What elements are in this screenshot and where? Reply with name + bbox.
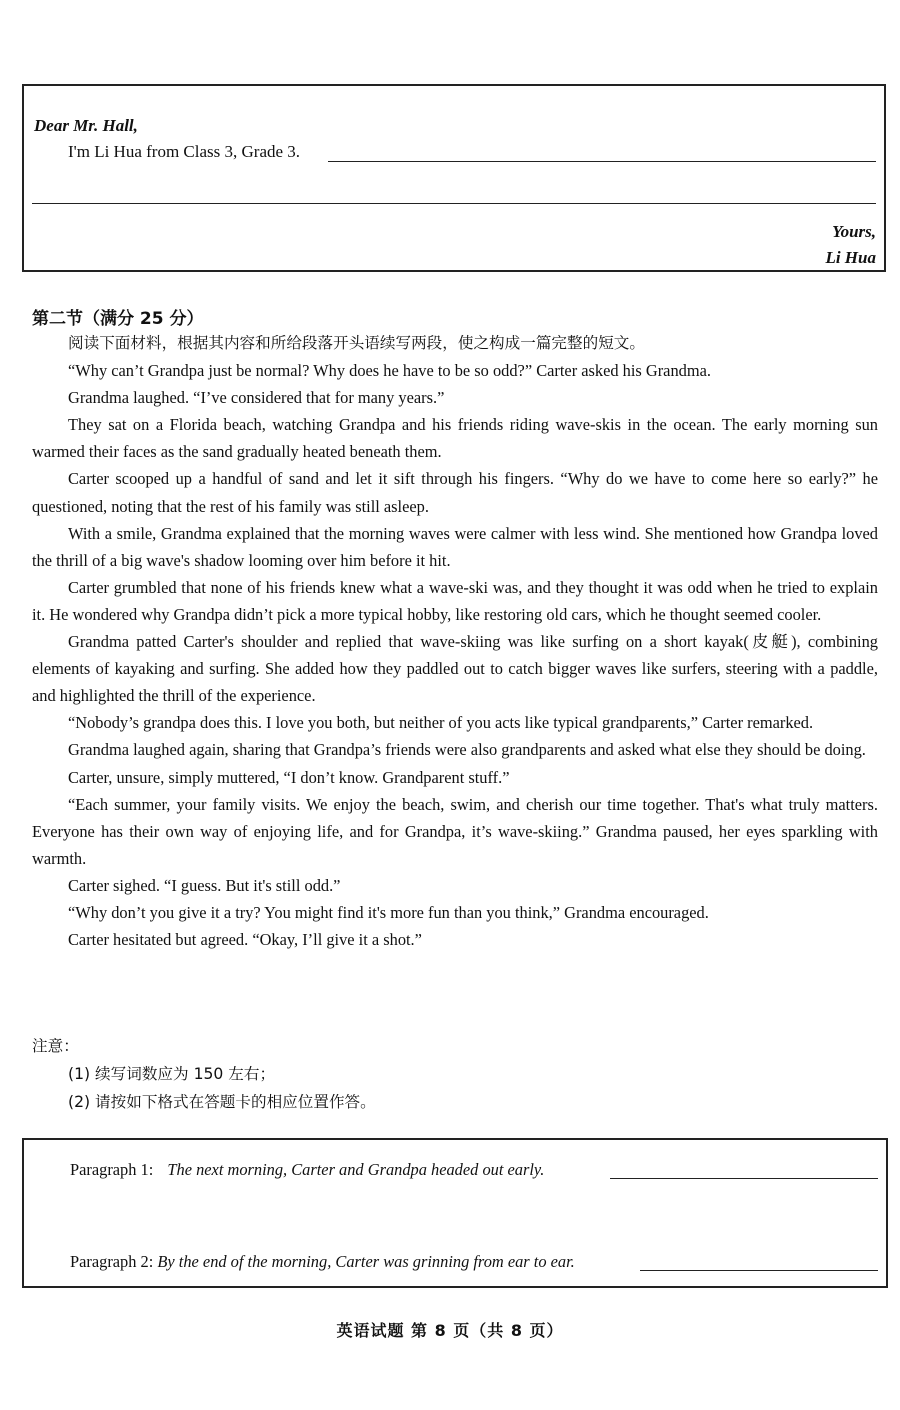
paragraph-2-prompt (70, 1252, 575, 1272)
letter-signature: Li Hua (825, 248, 876, 267)
letter-first-line: I'm Li Hua from Class 3, Grade 3. (68, 142, 301, 161)
passage-paragraph: Grandma patted Carter's shoulder and replied that wave-skiing was like surfing on a short kayak(皮艇), combining elements of kayaking and surfing. She added how they paddled out to catch bigger waves like surfers, steering with a paddle, and highlighted the thrill of the experience. (32, 632, 878, 706)
paragraph-1-blank[interactable] (610, 1178, 878, 1179)
passage-paragraph: Carter grumbled that none of his friends knew what a wave-ski was, and they thought it was odd when he tried to explain it. He wondered why Grandpa didn’t pick a more typical hobby, like restoring old cars, which he thought seemed cooler. (32, 577, 878, 624)
section-instruction: 阅读下面材料，根据其内容和所给段落开头语续写两段，使之构成一篇完整的短文。 (68, 334, 645, 352)
passage-paragraph: Grandma laughed. “I’ve considered that for many years.” (68, 388, 445, 408)
passage-paragraph: With a smile, Grandma explained that the morning waves were calmer with less wind. She mentioned how Grandpa loved the thrill of a big wave's shadow looming over him before it hit. (32, 523, 878, 570)
writing-line[interactable] (32, 203, 876, 204)
answer-format-box (22, 1138, 888, 1288)
passage-paragraph: “Each summer, your family visits. We enjoy the beach, swim, and cherish our time together. That's what truly matters. Everyone has their own way of enjoying life, and for Grandpa, it’s wave-skiing.” Grandma paused, her eyes sparkling with warmth. (32, 794, 878, 868)
letter-greeting: Dear Mr. Hall, (34, 116, 138, 135)
paragraph-1-text: The next morning, Carter and Grandpa headed out early. (167, 1160, 545, 1179)
passage-paragraph: Carter, unsure, simply muttered, “I don’t know. Grandparent stuff.” (68, 767, 510, 787)
passage-paragraph: “Nobody’s grandpa does this. I love you both, but neither of you acts like typical grandparents,” Carter remarked. (68, 713, 814, 733)
note-item: (1) 续写词数应为 150 左右； (68, 1065, 276, 1083)
notes-title: 注意： (32, 1037, 79, 1055)
letter-closing: Yours, (832, 222, 876, 241)
passage-paragraph: “Why don’t you give it a try? You might find it's more fun than you think,” Grandma encouraged. (68, 902, 709, 922)
page-footer: 英语试题 第 8 页（共 8 页） (336, 1321, 564, 1340)
paragraph-1-label: Paragraph 1: (70, 1160, 154, 1179)
passage-paragraph: Grandma laughed again, sharing that Grandpa’s friends were also grandparents and asked what else they should be doing. (68, 740, 866, 760)
writing-line[interactable] (328, 161, 876, 162)
paragraph-2-blank[interactable] (640, 1270, 878, 1271)
section-title: 第二节（满分 25 分） (32, 309, 204, 329)
passage-paragraph: “Why can’t Grandpa just be normal? Why does he have to be so odd?” Carter asked his Grandma. (68, 361, 711, 381)
passage-paragraph: They sat on a Florida beach, watching Grandpa and his friends riding wave-skis in the ocean. The early morning sun warmed their faces as the sand gradually heated beneath them. (32, 415, 878, 462)
passage-paragraph: Carter scooped up a handful of sand and let it sift through his fingers. “Why do we have to come here so early?” he questioned, noting that the rest of his family was still asleep. (32, 469, 878, 516)
paragraph-1-prompt (70, 1160, 544, 1180)
paragraph-2-text: By the end of the morning, Carter was grinning from ear to ear. (157, 1252, 575, 1271)
passage-paragraph: Carter hesitated but agreed. “Okay, I’ll give it a shot.” (68, 930, 422, 950)
reading-passage (32, 330, 878, 953)
note-item: (2) 请按如下格式在答题卡的相应位置作答。 (68, 1093, 376, 1111)
paragraph-2-label: Paragraph 2: (70, 1252, 154, 1271)
letter-writing-box (22, 84, 886, 272)
passage-paragraph: Carter sighed. “I guess. But it's still odd.” (68, 875, 341, 895)
